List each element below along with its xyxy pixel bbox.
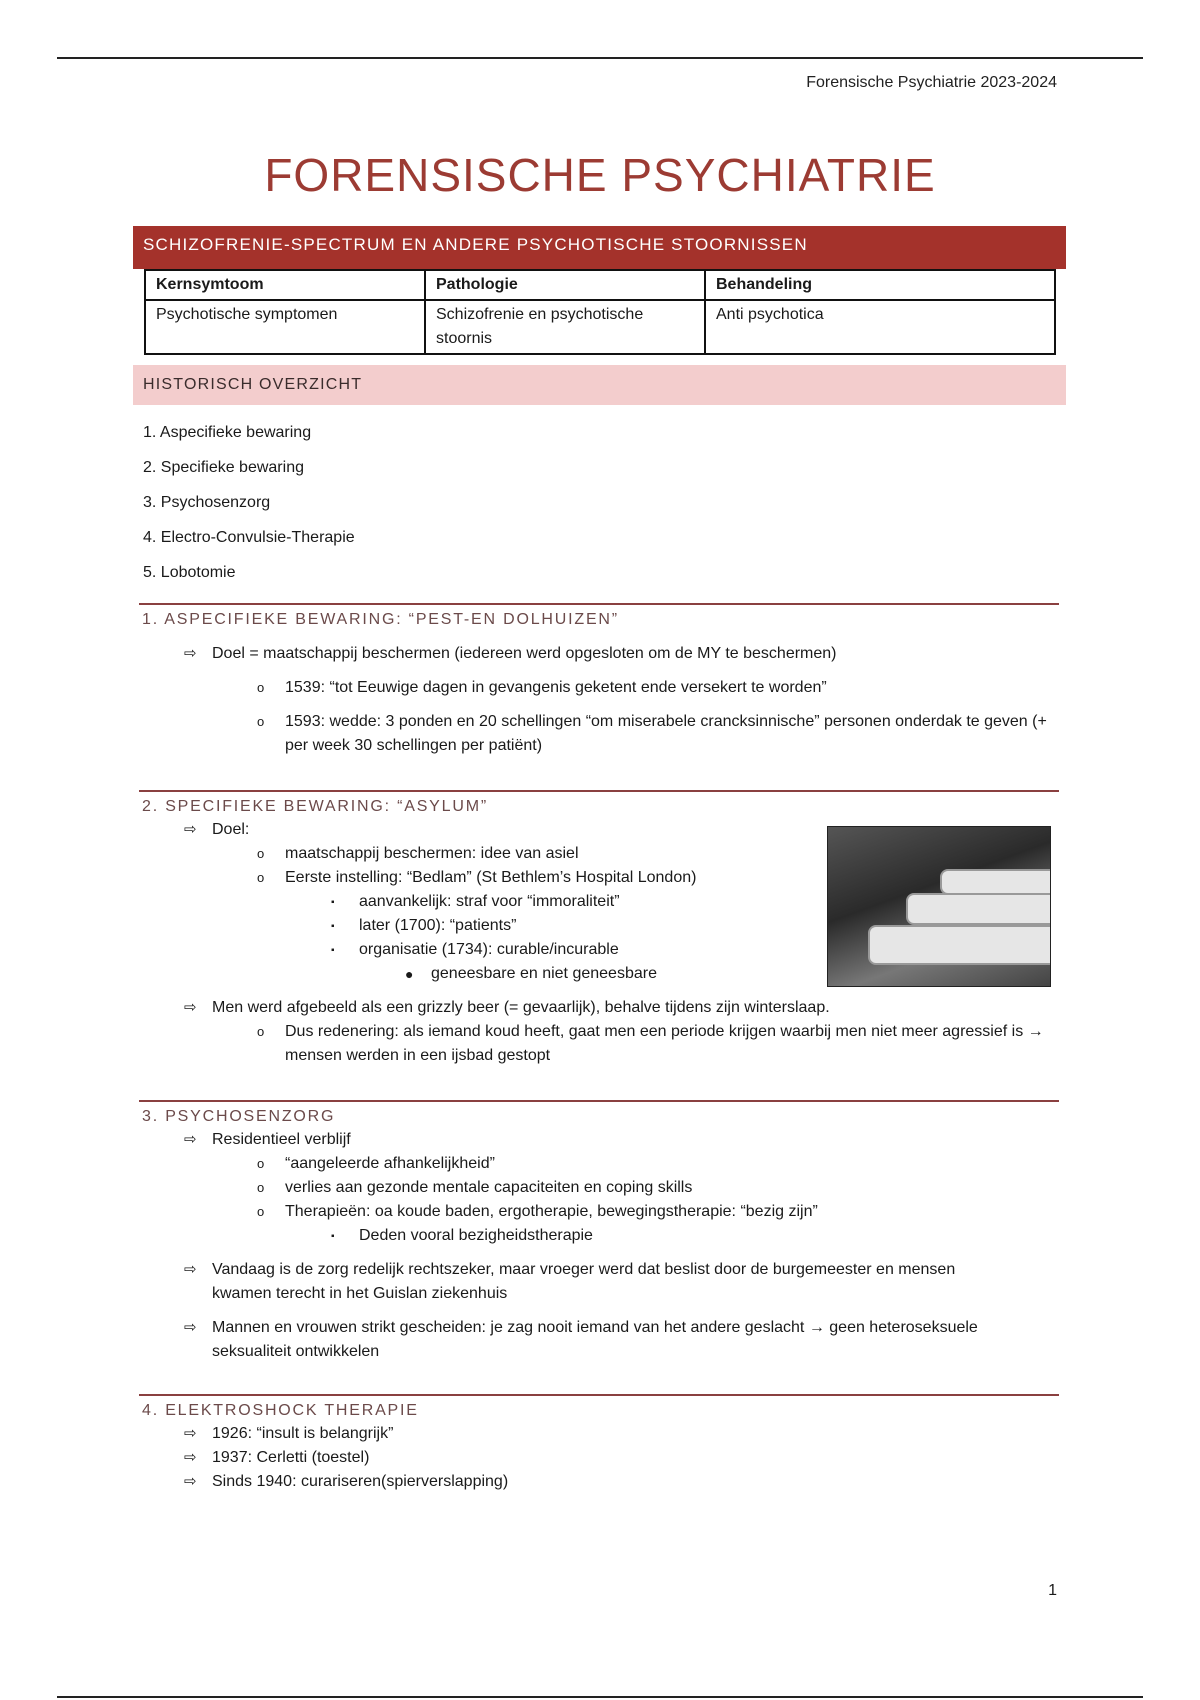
arrow-icon: ⇨	[184, 1425, 197, 1442]
overview-heading: HISTORISCH OVERZICHT	[133, 365, 1066, 405]
sub-bullet-item: o “aangeleerde afhankelijkheid”	[139, 1152, 1059, 1176]
sub-sub-bullet-item: ▪ later (1700): “patients”	[139, 914, 1059, 938]
square-icon: ▪	[331, 1231, 335, 1242]
list-item: 4. Electro-Convulsie-Therapie	[143, 529, 355, 546]
table-header-cell: Kernsymtoom	[145, 270, 425, 300]
sub-bullet-item: o Eerste instelling: “Bedlam” (St Bethlem’s Hospital London)	[139, 866, 1059, 890]
bullet-item: ⇨ Vandaag is de zorg redelijk rechtszeker, maar vroeger werd dat beslist door de burgemeester en mensen kwamen terecht in het Guislan ziekenhuis	[139, 1258, 1059, 1306]
arrow-icon: ⇨	[184, 645, 197, 662]
bullet-item: ⇨ Doel:	[139, 818, 1059, 842]
circle-icon: o	[257, 680, 265, 695]
table-cell: Anti psychotica	[705, 300, 1055, 354]
section-psychosenzorg	[139, 1100, 1059, 1364]
square-icon: ▪	[331, 921, 335, 932]
square-icon: ▪	[331, 945, 335, 956]
bullet-item: ⇨ Mannen en vrouwen strikt gescheiden: je zag nooit iemand van het andere geslacht → geen heteroseksuele seksualiteit ontwikkelen	[139, 1316, 1059, 1364]
sub-bullet-item: o maatschappij beschermen: idee van asiel	[139, 842, 1059, 866]
bullet-item: ⇨ Doel = maatschappij beschermen (iedereen werd opgesloten om de MY te beschermen)	[139, 642, 1059, 666]
document-title: FORENSISCHE PSYCHIATRIE	[264, 149, 936, 201]
circle-icon: o	[257, 1156, 265, 1171]
top-rule	[57, 57, 1143, 59]
bullet-item: ⇨ 1926: “insult is belangrijk”	[139, 1422, 1059, 1446]
section-title: 3. PSYCHOSENZORG	[142, 1108, 336, 1125]
table-header-cell: Behandeling	[705, 270, 1055, 300]
table-cell: Schizofrenie en psychotische stoornis	[425, 300, 705, 354]
running-header: Forensische Psychiatrie 2023-2024	[806, 74, 1057, 91]
sub-sub-bullet-item: ▪ organisatie (1734): curable/incurable	[139, 938, 1059, 962]
sub-bullet-item: o 1593: wedde: 3 ponden en 20 schellingen “om miserabele crancksinnische” personen onderdak te geven (+ per week 30 schellingen per patiënt)	[139, 710, 1059, 758]
section-title: 2. SPECIFIEKE BEWARING: “ASYLUM”	[142, 798, 488, 815]
arrow-icon: ⇨	[184, 1261, 197, 1278]
square-icon: ▪	[331, 897, 335, 908]
section-title: 1. ASPECIFIEKE BEWARING: “PEST-EN DOLHUIZEN”	[142, 611, 619, 628]
overview-list	[143, 415, 1066, 590]
bullet-item: ⇨ Residentieel verblijf	[139, 1128, 1059, 1152]
arrow-icon: ⇨	[184, 821, 197, 838]
circle-icon: o	[257, 1180, 265, 1195]
summary-table	[144, 269, 1056, 355]
list-item: 5. Lobotomie	[143, 564, 236, 581]
sub-bullet-item: o 1539: “tot Eeuwige dagen in gevangenis geketent ende versekert te worden”	[139, 676, 1059, 700]
arrow-icon: ⇨	[184, 1131, 197, 1148]
sub-sub-bullet-item: ▪ Deden vooral bezigheidstherapie	[139, 1224, 1059, 1248]
bottom-rule	[57, 1696, 1143, 1698]
page-content	[133, 226, 1066, 1494]
sub-bullet-item: o Therapieën: oa koude baden, ergotherapie, bewegingstherapie: “bezig zijn”	[139, 1200, 1059, 1224]
circle-icon: o	[257, 1204, 265, 1219]
bullet-item: ⇨ Men werd afgebeeld als een grizzly beer (= gevaarlijk), behalve tijdens zijn winterslaap.	[139, 996, 1059, 1020]
arrow-icon: ⇨	[184, 1449, 197, 1466]
circle-icon: o	[257, 714, 265, 729]
arrow-icon: ⇨	[184, 999, 197, 1016]
section-specifieke-bewaring	[139, 790, 1059, 1068]
sub-sub-bullet-item: ▪ aanvankelijk: straf voor “immoraliteit”	[139, 890, 1059, 914]
arrow-icon: ⇨	[184, 1473, 197, 1490]
bullet-icon: ●	[405, 966, 414, 982]
bullet-item: ⇨ 1937: Cerletti (toestel)	[139, 1446, 1059, 1470]
chapter-banner: SCHIZOFRENIE-SPECTRUM EN ANDERE PSYCHOTISCHE STOORNISSEN	[133, 226, 1066, 269]
section-title: 4. ELEKTROSHOCK THERAPIE	[142, 1402, 419, 1419]
table-header-cell: Pathologie	[425, 270, 705, 300]
circle-icon: o	[257, 1024, 265, 1039]
list-item: 2. Specifieke bewaring	[143, 459, 304, 476]
circle-icon: o	[257, 846, 265, 861]
sub-bullet-item: o Dus redenering: als iemand koud heeft, gaat men een periode krijgen waarbij men niet meer agressief is → mensen werden in een ijsbad gestopt	[139, 1020, 1059, 1068]
list-item: 3. Psychosenzorg	[143, 494, 271, 511]
table-header-row	[145, 270, 1055, 300]
section-elektroshock-therapie	[139, 1394, 1059, 1494]
level4-bullet-item: ● geneesbare en niet geneesbare	[139, 962, 1059, 986]
arrow-icon: ⇨	[184, 1319, 197, 1336]
sub-bullet-item: o verlies aan gezonde mentale capaciteiten en coping skills	[139, 1176, 1059, 1200]
section-aspecifieke-bewaring	[139, 603, 1059, 758]
circle-icon: o	[257, 870, 265, 885]
table-row	[145, 300, 1055, 354]
table-cell: Psychotische symptomen	[145, 300, 425, 354]
list-item: 1. Aspecifieke bewaring	[143, 424, 312, 441]
bullet-item: ⇨ Sinds 1940: curariseren(spierverslapping)	[139, 1470, 1059, 1494]
page-number: 1	[1048, 1582, 1057, 1599]
